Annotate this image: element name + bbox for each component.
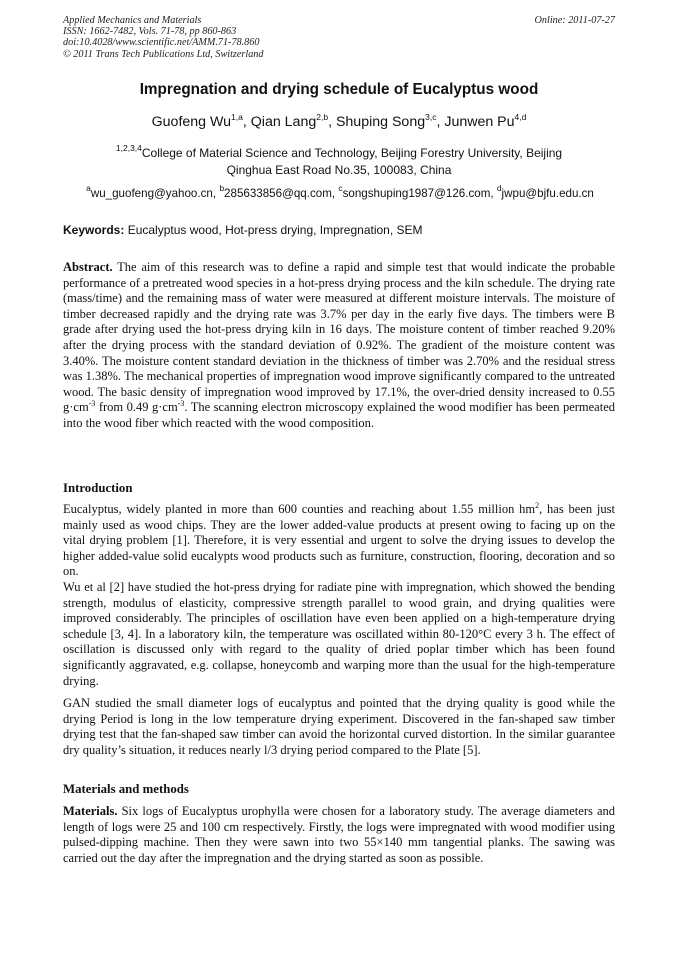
email-sup: d bbox=[496, 183, 502, 193]
affiliation-sup: 1,2,3,4 bbox=[115, 143, 142, 153]
author-name: Junwen Pu bbox=[444, 114, 515, 130]
abstract-paragraph bbox=[63, 260, 615, 432]
author-list: Guofeng Wu$^{1,a}$, Qian Lang$^{2,b}$, Shuping Song$^{3,c}$, Junwen Pu$^{4,d}$ bbox=[151, 112, 527, 130]
copyright-line: © 2011 Trans Tech Publications Ltd, Switzerland bbox=[63, 48, 264, 60]
materials-paragraph bbox=[63, 804, 615, 866]
materials-label: Materials. bbox=[63, 804, 118, 818]
intro-paragraph-2: Wu et al [2] have studied the hot-press drying for radiate pine with impregnation, which showed the bending strength, modulus of elasticity, compressive strength parallel to wood grain, and drying qualities were improved considerably. The principles of oscillation have even been applied on a high-temperature drying schedule [3, 4]. In a laboratory kiln, the temperature was oscillated within 80-120°C every 3 h. The effect of oscillation is discussed only with regard to the quality of dried poplar timber which has been found significantly aggravated, e.g. collapse, honeycomb and warping more than the usual for the high-temperature drying. bbox=[63, 580, 615, 688]
email-address[interactable]: wu_guofeng@yahoo.cn bbox=[90, 187, 213, 200]
email-address[interactable]: 285633856@qq.com bbox=[224, 187, 332, 200]
keywords bbox=[63, 223, 615, 237]
email-sup: a bbox=[86, 183, 91, 193]
abstract-text: from 0.49 g·cm bbox=[95, 400, 178, 415]
online-date: Online: 2011-07-27 bbox=[534, 15, 615, 26]
intro-paragraph-1 bbox=[63, 502, 615, 580]
unit-exponent: 2 bbox=[535, 501, 540, 510]
author-affil-sup: 3,c bbox=[425, 112, 437, 122]
paper-title: Impregnation and drying schedule of Eucalyptus wood bbox=[139, 81, 539, 98]
abstract-label: Abstract. bbox=[63, 260, 113, 274]
author-name: Guofeng Wu bbox=[151, 114, 232, 130]
email-address[interactable]: jwpu@bjfu.edu.cn bbox=[501, 187, 594, 200]
abstract-text: The aim of this research was to define a rapid and simple test that would indicate the probable performance of a pretreated wood species in a hot-press drying process and the kiln schedule. The drying rate (mass/time) and the remaining mass of water were measured at different moisture intervals. The moisture of timber decreased rapidly and the drying rate was 3.7% per day in the early five days. The timbers were B grade after drying used the hot-press drying kiln in 16 days. The moisture content of timber reached 9.20% after the drying process with the standard deviation of 0.92%. The gradient of the moisture content was 3.40%. The moisture content standard deviation in the thickness of timber was 2.70% and the residual stress was 1.38%. The mechanical properties of impregnation wood improve significantly compared to the untreated wood. The basic density of impregnation wood improved by 17.1%, the over-dried density increased to 0.55 g·cm bbox=[63, 260, 615, 415]
email-address[interactable]: songshuping1987@126.com bbox=[342, 187, 491, 200]
intro-text: , has been just mainly used as wood chips. They are the lower added-value products at present owing to facing up on the vital drying problem [1]. Therefore, it is very essential and urgent to solve the drying issues to develop the higher added-value solid eucalypts wood products such as furniture, construction, flooring, decoration and so on. bbox=[63, 502, 615, 579]
email-sup: c bbox=[338, 183, 343, 193]
email-list: $^a$wu_guofeng@yahoo.cn, $^b$285633856@qq.com, $^c$songshuping1987@126.com, $^d$jwpu@bjfu.edu.cn bbox=[86, 183, 594, 200]
author-affil-sup: 1,a bbox=[231, 112, 243, 122]
author-affil-sup: 2,b bbox=[316, 112, 329, 122]
unit-exponent: -3 bbox=[88, 399, 96, 409]
author-affil-sup: 4,d bbox=[514, 112, 527, 122]
author-name: Qian Lang bbox=[250, 114, 317, 130]
unit-exponent: -3 bbox=[177, 399, 185, 409]
affiliation-line1: College of Material Science and Technology, Beijing Forestry University, Beijing bbox=[141, 146, 563, 160]
issn-line: ISSN: 1662-7482, Vols. 71-78, pp 860-863 bbox=[63, 26, 237, 38]
intro-paragraph-3: GAN studied the small diameter logs of eucalyptus and pointed that the drying quality is good while the drying Period is long in the low temperature drying experiment. Discovered in the fan-shaped saw timber drying test that the fan-shaped saw timber can avoid the horizontal curved distortion. In the similar guarantee dry quality’s situation, it reduces nearly l/3 drying period compared to the Plate [5]. bbox=[63, 696, 615, 757]
journal-name: Applied Mechanics and Materials bbox=[63, 15, 202, 26]
section-heading-materials: Materials and methods bbox=[63, 782, 189, 796]
author-name: Shuping Song bbox=[335, 114, 426, 130]
abstract-text: . The scanning electron microscopy explained the wood modifier has been permeated into the wood fiber which reacted with the wood composition. bbox=[63, 400, 615, 430]
doi-line: doi:10.4028/www.scientific.net/AMM.71-78.860 bbox=[63, 37, 260, 49]
journal-header bbox=[63, 15, 615, 60]
keywords-label: Keywords: bbox=[63, 223, 125, 237]
materials-text: Six logs of Eucalyptus urophylla were chosen for a laboratory study. The average diameters and length of logs were 25 and 100 cm respectively. Firstly, the logs were impregnated with wood modifier using pulsed-dipping machine. Then they were sawn into two 55×140 mm tangential planks. The sawing was carried out the day after the impregnation and the drying started as soon as possible. bbox=[63, 804, 616, 865]
section-heading-introduction: Introduction bbox=[63, 481, 133, 495]
intro-text: Eucalyptus, widely planted in more than 600 counties and reaching about 1.55 million hm bbox=[63, 502, 536, 516]
affiliation-line2: Qinghua East Road No.35, 100083, China bbox=[226, 163, 452, 177]
keywords-text: Eucalyptus wood, Hot-press drying, Impregnation, SEM bbox=[127, 223, 423, 237]
email-sup: b bbox=[219, 183, 225, 193]
affiliation bbox=[63, 145, 615, 179]
